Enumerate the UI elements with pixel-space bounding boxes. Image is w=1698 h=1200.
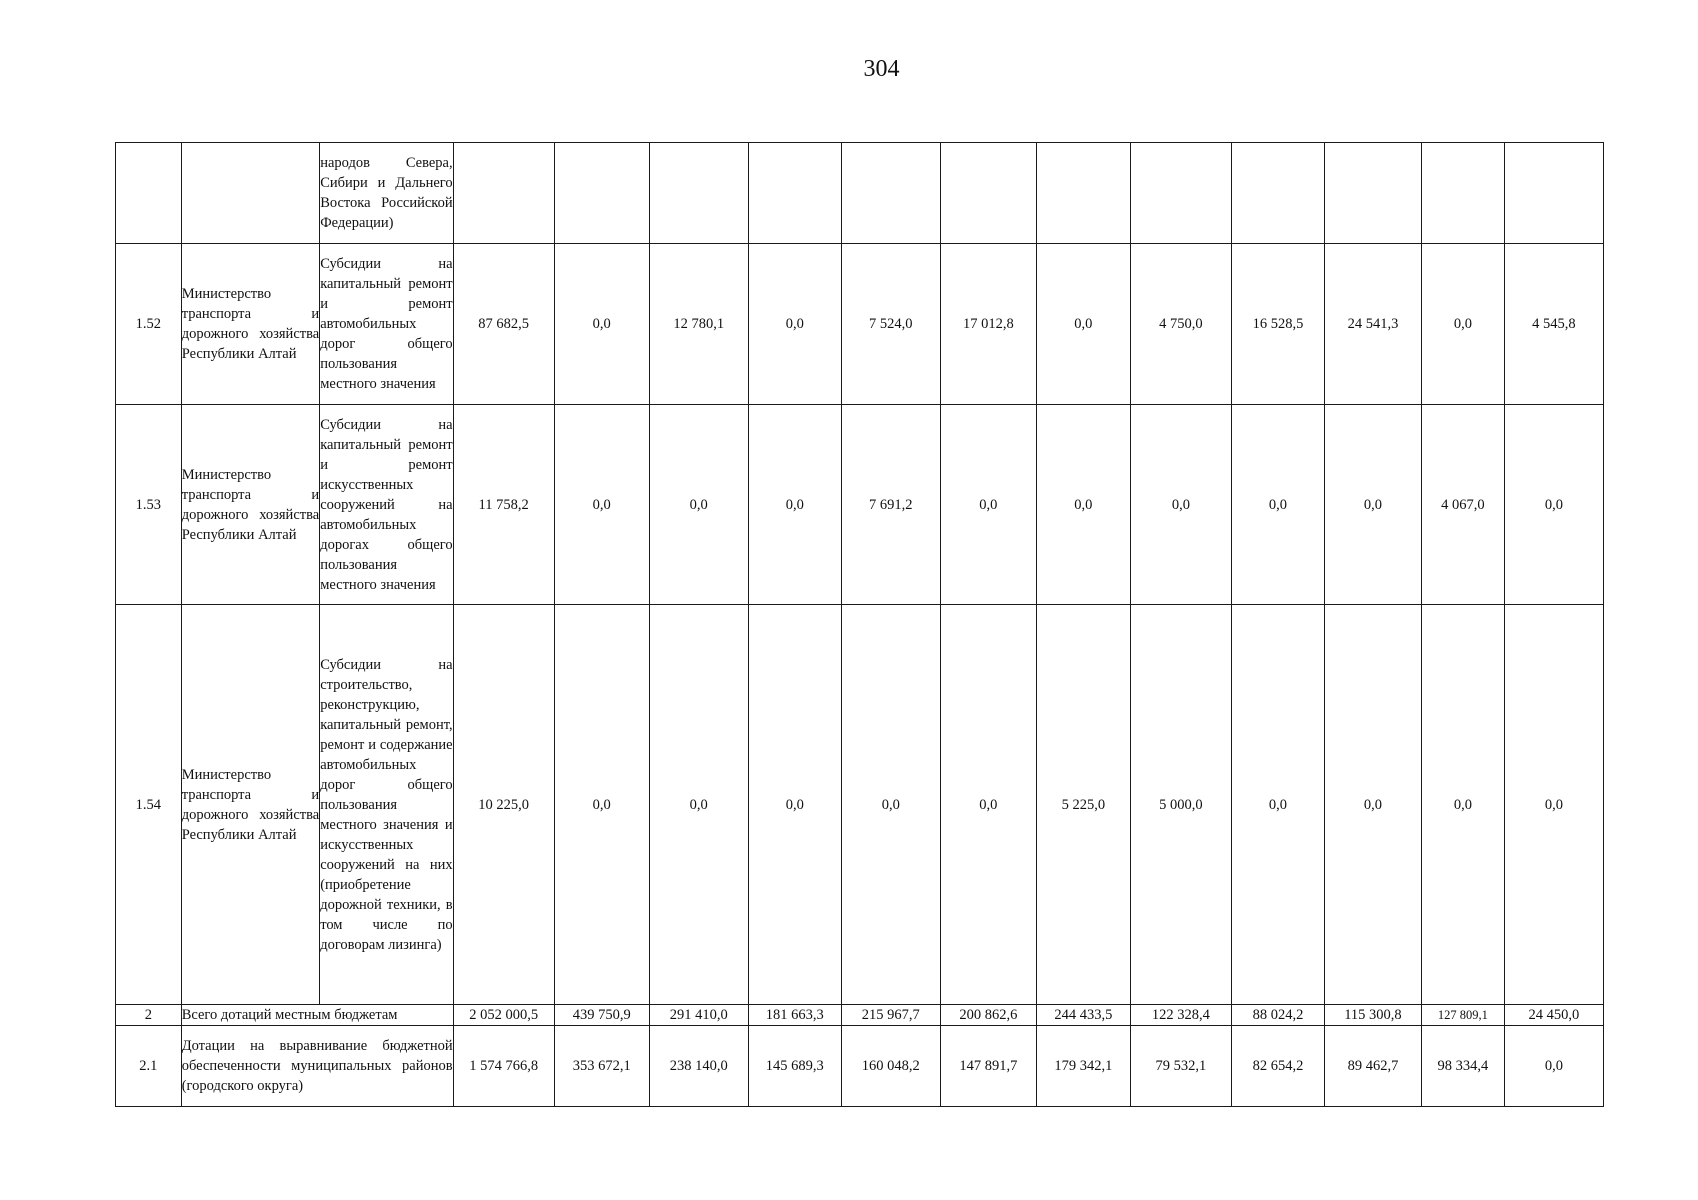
row-description: народов Севера, Сибири и Дальнего Востока Российской Федерации) xyxy=(320,143,453,244)
value-cell: 17 012,8 xyxy=(940,244,1036,405)
value-cell: 5 225,0 xyxy=(1036,605,1130,1005)
value-cell: 181 663,3 xyxy=(748,1005,841,1026)
value-cell: 11 758,2 xyxy=(453,405,554,605)
value-cell: 0,0 xyxy=(1036,405,1130,605)
value-cell: 115 300,8 xyxy=(1324,1005,1421,1026)
value-cell: 0,0 xyxy=(841,605,940,1005)
value-cell: 16 528,5 xyxy=(1231,244,1324,405)
row-label: Всего дотаций местным бюджетам xyxy=(181,1005,453,1026)
row-organization xyxy=(181,143,319,244)
value-cell: 0,0 xyxy=(1421,605,1504,1005)
value-cell: 0,0 xyxy=(748,605,841,1005)
value-cell: 145 689,3 xyxy=(748,1026,841,1107)
value-cell xyxy=(940,143,1036,244)
value-cell xyxy=(1421,143,1504,244)
value-cell: 0,0 xyxy=(1504,405,1603,605)
value-cell: 160 048,2 xyxy=(841,1026,940,1107)
value-cell: 0,0 xyxy=(1324,405,1421,605)
table-row xyxy=(116,605,1604,1005)
row-description: Субсидии на строительство, реконструкцию, капитальный ремонт, ремонт и содержание автомобильных дорог общего пользования местного значения и искусственных сооружений на них (приобретение дорожной техники, в том числе по договорам лизинга) xyxy=(320,605,453,1005)
value-cell: 98 334,4 xyxy=(1421,1026,1504,1107)
row-index: 2.1 xyxy=(116,1026,182,1107)
value-cell: 0,0 xyxy=(554,405,649,605)
row-description: Субсидии на капитальный ремонт и ремонт автомобильных дорог общего пользования местного значения xyxy=(320,244,453,405)
value-cell: 82 654,2 xyxy=(1231,1026,1324,1107)
value-cell: 127 809,1 xyxy=(1421,1005,1504,1026)
value-cell: 0,0 xyxy=(649,405,748,605)
value-cell: 79 532,1 xyxy=(1130,1026,1231,1107)
value-cell: 4 067,0 xyxy=(1421,405,1504,605)
row-index: 1.54 xyxy=(116,605,182,1005)
row-organization: Министерство транспорта и дорожного хозяйства Республики Алтай xyxy=(181,605,319,1005)
value-cell: 0,0 xyxy=(554,244,649,405)
value-cell: 0,0 xyxy=(940,405,1036,605)
value-cell: 88 024,2 xyxy=(1231,1005,1324,1026)
budget-table xyxy=(115,142,1604,1107)
value-cell: 0,0 xyxy=(1231,605,1324,1005)
value-cell: 0,0 xyxy=(1324,605,1421,1005)
value-cell xyxy=(1036,143,1130,244)
value-cell xyxy=(841,143,940,244)
value-cell: 0,0 xyxy=(940,605,1036,1005)
value-cell: 0,0 xyxy=(1130,405,1231,605)
value-cell: 244 433,5 xyxy=(1036,1005,1130,1026)
row-index: 2 xyxy=(116,1005,182,1026)
value-cell xyxy=(649,143,748,244)
value-cell: 200 862,6 xyxy=(940,1005,1036,1026)
value-cell: 87 682,5 xyxy=(453,244,554,405)
row-description: Субсидии на капитальный ремонт и ремонт искусственных сооружений на автомобильных дорогах общего пользования местного значения xyxy=(320,405,453,605)
value-cell: 291 410,0 xyxy=(649,1005,748,1026)
row-index: 1.52 xyxy=(116,244,182,405)
value-cell: 122 328,4 xyxy=(1130,1005,1231,1026)
value-cell: 7 691,2 xyxy=(841,405,940,605)
table-row-total xyxy=(116,1005,1604,1026)
value-cell xyxy=(1504,143,1603,244)
row-index: 1.53 xyxy=(116,405,182,605)
value-cell: 0,0 xyxy=(1036,244,1130,405)
value-cell: 2 052 000,5 xyxy=(453,1005,554,1026)
row-organization: Министерство транспорта и дорожного хозяйства Республики Алтай xyxy=(181,405,319,605)
value-cell: 0,0 xyxy=(748,405,841,605)
value-cell xyxy=(748,143,841,244)
value-cell: 10 225,0 xyxy=(453,605,554,1005)
value-cell xyxy=(1231,143,1324,244)
value-cell: 439 750,9 xyxy=(554,1005,649,1026)
value-cell: 0,0 xyxy=(748,244,841,405)
value-cell xyxy=(453,143,554,244)
table-row xyxy=(116,143,1604,244)
row-label: Дотации на выравнивание бюджетной обеспеченности муниципальных районов (городского округа) xyxy=(181,1026,453,1107)
value-cell: 4 750,0 xyxy=(1130,244,1231,405)
row-organization: Министерство транспорта и дорожного хозяйства Республики Алтай xyxy=(181,244,319,405)
value-cell: 24 450,0 xyxy=(1504,1005,1603,1026)
value-cell: 0,0 xyxy=(1504,605,1603,1005)
value-cell xyxy=(1324,143,1421,244)
value-cell xyxy=(554,143,649,244)
value-cell: 7 524,0 xyxy=(841,244,940,405)
value-cell: 238 140,0 xyxy=(649,1026,748,1107)
value-cell: 0,0 xyxy=(1231,405,1324,605)
value-cell: 1 574 766,8 xyxy=(453,1026,554,1107)
table-row xyxy=(116,244,1604,405)
value-cell: 215 967,7 xyxy=(841,1005,940,1026)
page-number: 304 xyxy=(863,56,900,82)
value-cell xyxy=(1130,143,1231,244)
value-cell: 5 000,0 xyxy=(1130,605,1231,1005)
value-cell: 147 891,7 xyxy=(940,1026,1036,1107)
value-cell: 12 780,1 xyxy=(649,244,748,405)
value-cell: 24 541,3 xyxy=(1324,244,1421,405)
table-row xyxy=(116,405,1604,605)
value-cell: 0,0 xyxy=(649,605,748,1005)
value-cell: 4 545,8 xyxy=(1504,244,1603,405)
table-row xyxy=(116,1026,1604,1107)
value-cell: 353 672,1 xyxy=(554,1026,649,1107)
value-cell: 89 462,7 xyxy=(1324,1026,1421,1107)
value-cell: 0,0 xyxy=(1421,244,1504,405)
value-cell: 0,0 xyxy=(1504,1026,1603,1107)
value-cell: 179 342,1 xyxy=(1036,1026,1130,1107)
value-cell: 0,0 xyxy=(554,605,649,1005)
row-index xyxy=(116,143,182,244)
